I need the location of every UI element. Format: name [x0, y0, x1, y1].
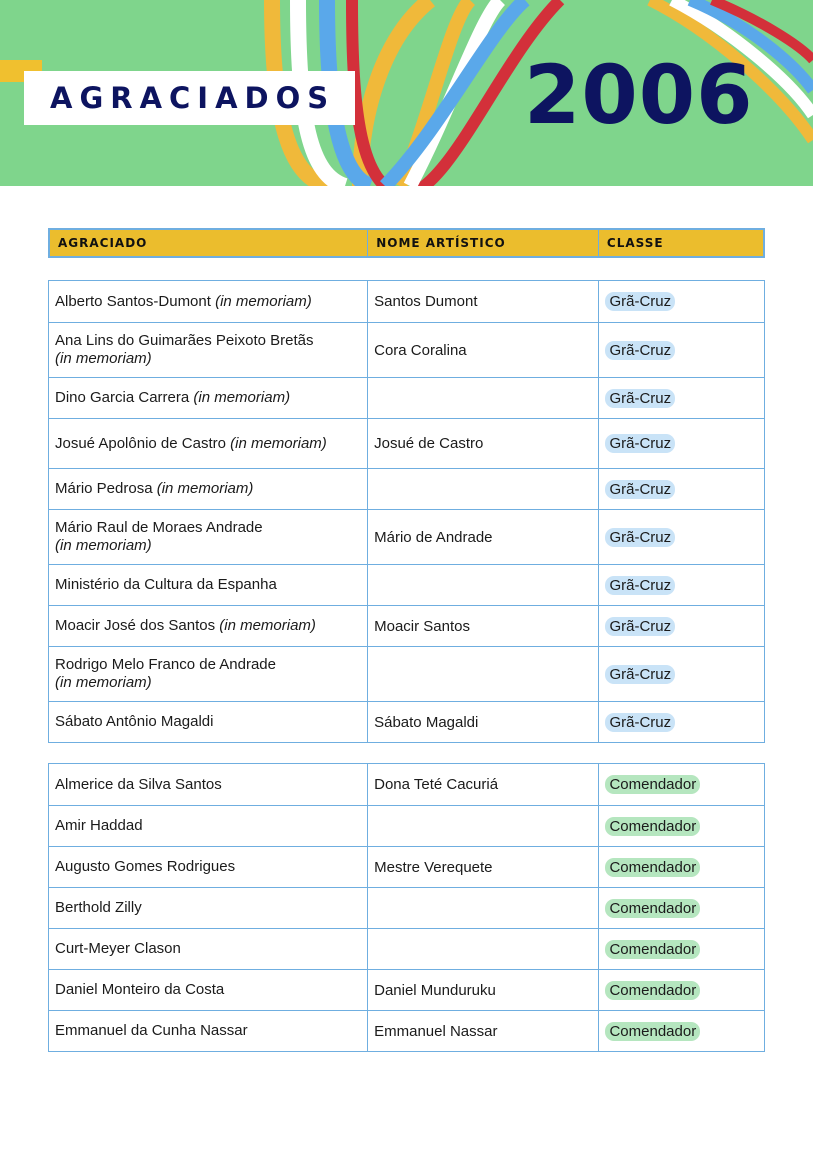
class-badge: Grã-Cruz: [605, 389, 675, 408]
table-row: [49, 564, 764, 605]
cell-classe: [599, 702, 764, 742]
honoree-name: Curt-Meyer Clason: [55, 940, 181, 957]
cell-agraciado: [49, 1011, 368, 1051]
cell-agraciado: [49, 606, 368, 646]
honoree-name: Ana Lins do Guimarães Peixoto Bretãs: [55, 332, 314, 349]
honoree-name: Emmanuel da Cunha Nassar: [55, 1022, 248, 1039]
cell-agraciado: [49, 806, 368, 846]
table-row: [49, 509, 764, 564]
cell-agraciado: [49, 378, 368, 418]
class-badge: Grã-Cruz: [605, 434, 675, 453]
gra-cruz-table: [48, 280, 765, 743]
honoree-name: Amir Haddad: [55, 817, 143, 834]
page-title: AGRACIADOS: [50, 81, 336, 115]
honoree-name: Rodrigo Melo Franco de Andrade: [55, 656, 276, 673]
cell-agraciado: [49, 565, 368, 605]
cell-nome-artistico: [368, 647, 599, 701]
cell-classe: [599, 929, 764, 969]
class-badge: Grã-Cruz: [605, 480, 675, 499]
class-badge: Comendador: [605, 775, 700, 794]
cell-classe: [599, 647, 764, 701]
comendador-table: [48, 763, 765, 1052]
table-row: [49, 605, 764, 646]
in-memoriam-label: (in memoriam): [210, 292, 312, 310]
cell-nome-artistico: [368, 378, 599, 418]
in-memoriam-label: (in memoriam): [189, 389, 291, 406]
class-badge: Comendador: [605, 981, 700, 1000]
cell-nome-artistico: [368, 565, 599, 605]
in-memoriam-label: (in memoriam): [55, 674, 152, 691]
class-badge: Grã-Cruz: [605, 617, 675, 636]
cell-classe: [599, 764, 764, 805]
table-row: [49, 764, 764, 805]
cell-classe: [599, 378, 764, 418]
cell-agraciado: [49, 929, 368, 969]
cell-classe: [599, 510, 764, 564]
cell-agraciado: [49, 702, 368, 742]
cell-nome-artistico: Mário de Andrade: [368, 510, 599, 564]
cell-nome-artistico: Josué de Castro: [368, 419, 599, 468]
in-memoriam-label: (in memoriam): [55, 537, 152, 554]
class-badge: Grã-Cruz: [605, 713, 675, 732]
table-row: [49, 928, 764, 969]
cell-classe: [599, 1011, 764, 1051]
title-box: [24, 71, 355, 125]
table-row: [49, 418, 764, 468]
cell-classe: [599, 419, 764, 468]
table-row: [49, 969, 764, 1010]
honoree-name: Ministério da Cultura da Espanha: [55, 576, 277, 593]
column-header: [48, 228, 765, 258]
cell-classe: [599, 565, 764, 605]
in-memoriam-label: (in memoriam): [55, 350, 152, 367]
year-label: 2006: [524, 49, 754, 143]
table-row: [49, 377, 764, 418]
cell-classe: [599, 606, 764, 646]
table-row: [49, 805, 764, 846]
cell-nome-artistico: [368, 888, 599, 928]
honoree-name: Josué Apolônio de Castro: [55, 434, 226, 452]
cell-nome-artistico: [368, 806, 599, 846]
cell-nome-artistico: Cora Coralina: [368, 323, 599, 377]
cell-nome-artistico: Santos Dumont: [368, 281, 599, 322]
honoree-name: Alberto Santos-Dumont: [55, 292, 211, 310]
cell-classe: [599, 323, 764, 377]
cell-agraciado: [49, 847, 368, 887]
cell-agraciado: [49, 764, 368, 805]
honoree-name: Almerice da Silva Santos: [55, 775, 222, 793]
cell-agraciado: [49, 888, 368, 928]
cell-nome-artistico: [368, 929, 599, 969]
table-row: [49, 701, 764, 742]
honoree-name: Mário Raul de Moraes Andrade: [55, 519, 263, 536]
column-header-nome-artistico: NOME ARTÍSTICO: [368, 230, 599, 256]
column-header-classe: CLASSE: [606, 236, 664, 250]
class-badge: Grã-Cruz: [605, 665, 675, 684]
column-header-agraciado: AGRACIADO: [50, 230, 368, 256]
cell-nome-artistico: Dona Teté Cacuriá: [368, 764, 599, 805]
in-memoriam-label: (in memoriam): [215, 617, 316, 634]
honoree-name: Dino Garcia Carrera: [55, 389, 190, 406]
table-row: [49, 468, 764, 509]
cell-agraciado: [49, 970, 368, 1010]
honoree-name: Mário Pedrosa: [55, 480, 153, 497]
honoree-name: Moacir José dos Santos: [55, 617, 216, 634]
table-row: [49, 887, 764, 928]
cell-nome-artistico: Sábato Magaldi: [368, 702, 599, 742]
cell-nome-artistico: Daniel Munduruku: [368, 970, 599, 1010]
cell-classe: [599, 281, 764, 322]
honoree-name: Daniel Monteiro da Costa: [55, 981, 225, 998]
cell-agraciado: [49, 647, 368, 701]
in-memoriam-label: (in memoriam): [152, 480, 254, 497]
cell-agraciado: [49, 419, 368, 468]
cell-classe: [599, 888, 764, 928]
cell-nome-artistico: Emmanuel Nassar: [368, 1011, 599, 1051]
cell-classe: [599, 970, 764, 1010]
table-row: [49, 281, 764, 322]
cell-agraciado: [49, 469, 368, 509]
cell-agraciado: [49, 323, 368, 377]
class-badge: Grã-Cruz: [605, 292, 675, 311]
class-badge: Comendador: [605, 817, 700, 836]
class-badge: Comendador: [605, 940, 700, 959]
table-row: [49, 1010, 764, 1051]
cell-classe: [599, 847, 764, 887]
header-banner: [0, 0, 813, 186]
honoree-name: Berthold Zilly: [55, 899, 142, 916]
class-badge: Grã-Cruz: [605, 341, 675, 360]
cell-classe: [599, 469, 764, 509]
class-badge: Comendador: [605, 899, 700, 918]
class-badge: Grã-Cruz: [605, 528, 675, 547]
honoree-name: Sábato Antônio Magaldi: [55, 713, 214, 730]
in-memoriam-label: (in memoriam): [225, 434, 327, 452]
cell-nome-artistico: Mestre Verequete: [368, 847, 599, 887]
class-badge: Grã-Cruz: [605, 576, 675, 595]
class-badge: Comendador: [605, 858, 700, 877]
table-row: [49, 646, 764, 701]
honoree-name: Augusto Gomes Rodrigues: [55, 858, 236, 875]
cell-agraciado: [49, 510, 368, 564]
cell-classe: [599, 806, 764, 846]
table-row: [49, 846, 764, 887]
class-badge: Comendador: [605, 1022, 700, 1041]
cell-nome-artistico: Moacir Santos: [368, 606, 599, 646]
cell-nome-artistico: [368, 469, 599, 509]
cell-agraciado: [49, 281, 368, 322]
table-row: [49, 322, 764, 377]
